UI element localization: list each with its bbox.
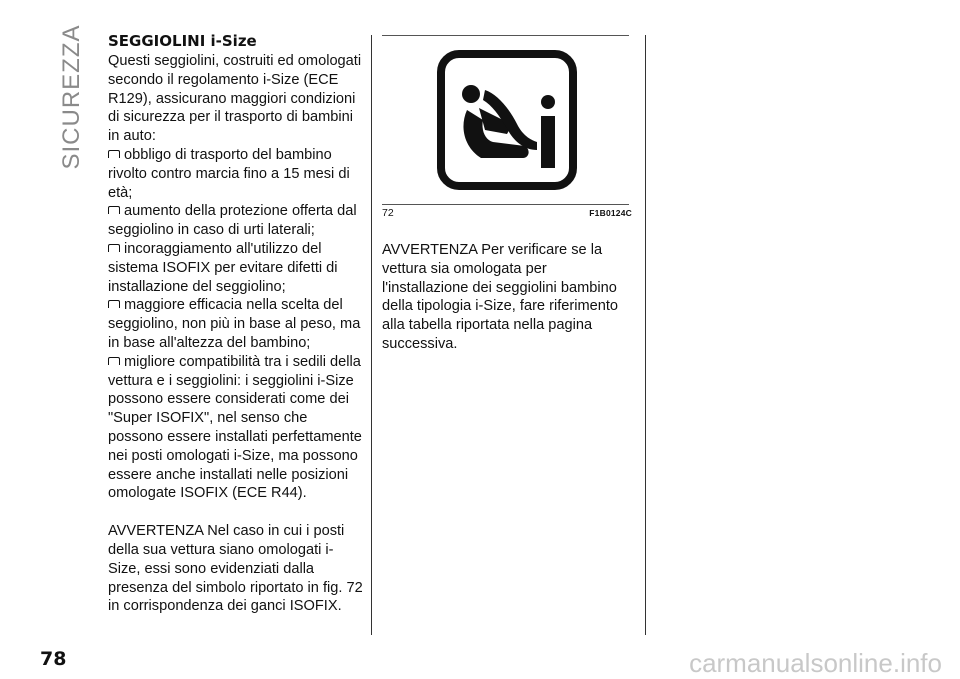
isize-child-seat-symbol-icon [437, 50, 577, 190]
watermark: carmanualsonline.info [689, 648, 942, 678]
warning-paragraph-left: AVVERTENZA Nel caso in cui i posti della sua vettura siano omologati i-Size, essi sono evidenziati dalla presenza del simbolo riportato in fig. 72 in corrispondenza dei ganci ISOFIX. [108, 523, 363, 615]
figure-code: F1B0124C [589, 208, 632, 218]
bullet-text: migliore compatibilità tra i sedili della vettura e i seggiolini: i seggiolini i-Size possono essere considerati come dei "Super ISOFIX", nel senso che possono essere installati perfettamente nei posti omologati i-Size, ma possono essere anche installati nelle posizioni omologate ISOFIX (ECE R44). [108, 353, 362, 502]
bullet-marker-icon [108, 206, 120, 214]
bullet-marker-icon [108, 244, 120, 252]
right-column [382, 35, 632, 354]
figure [382, 36, 629, 204]
bullet-text: obbligo di trasporto del bambino rivolto contro marcia fino a 15 mesi di età; [108, 146, 350, 201]
bullet-text: incoraggiamento all'utilizzo del sistema ISOFIX per evitare difetti di installazione del seggiolino; [108, 240, 338, 295]
bullet-item [108, 240, 363, 296]
bullet-item [108, 296, 363, 352]
left-column [108, 32, 363, 616]
bullet-marker-icon [108, 357, 120, 365]
bullet-item [108, 146, 363, 202]
warning-paragraph-right: AVVERTENZA Per verificare se la vettura sia omologata per l'installazione dei seggiolini bambino della tipologia i-Size, fare riferimento alla tabella riportata nella pagina successiva. [382, 242, 619, 352]
bullet-item [108, 202, 363, 240]
bullet-text: aumento della protezione offerta dal seggiolino in caso di urti laterali; [108, 203, 357, 239]
section-tab [58, 24, 86, 170]
bullet-text: maggiore efficacia nella scelta del seggiolino, non più in base al peso, ma in base all'altezza del bambino; [108, 297, 361, 351]
figure-number: 72 [382, 207, 394, 219]
intro-paragraph: Questi seggiolini, costruiti ed omologati secondo il regolamento i-Size (ECE R129), assicurano maggiori condizioni di sicurezza per il trasporto di bambini in auto: [108, 53, 362, 145]
bullet-item [108, 353, 363, 503]
column-divider-right [645, 35, 646, 635]
bullet-marker-icon [108, 150, 120, 158]
figure-caption [382, 207, 632, 221]
section-tab-label: SICUREZZA [58, 24, 85, 170]
bullet-marker-icon [108, 300, 120, 308]
column-divider-left [371, 35, 372, 635]
page-number: 78 [40, 648, 67, 670]
section-title: SEGGIOLINI i-Size [108, 32, 257, 50]
figure-bottom-rule [382, 204, 629, 205]
